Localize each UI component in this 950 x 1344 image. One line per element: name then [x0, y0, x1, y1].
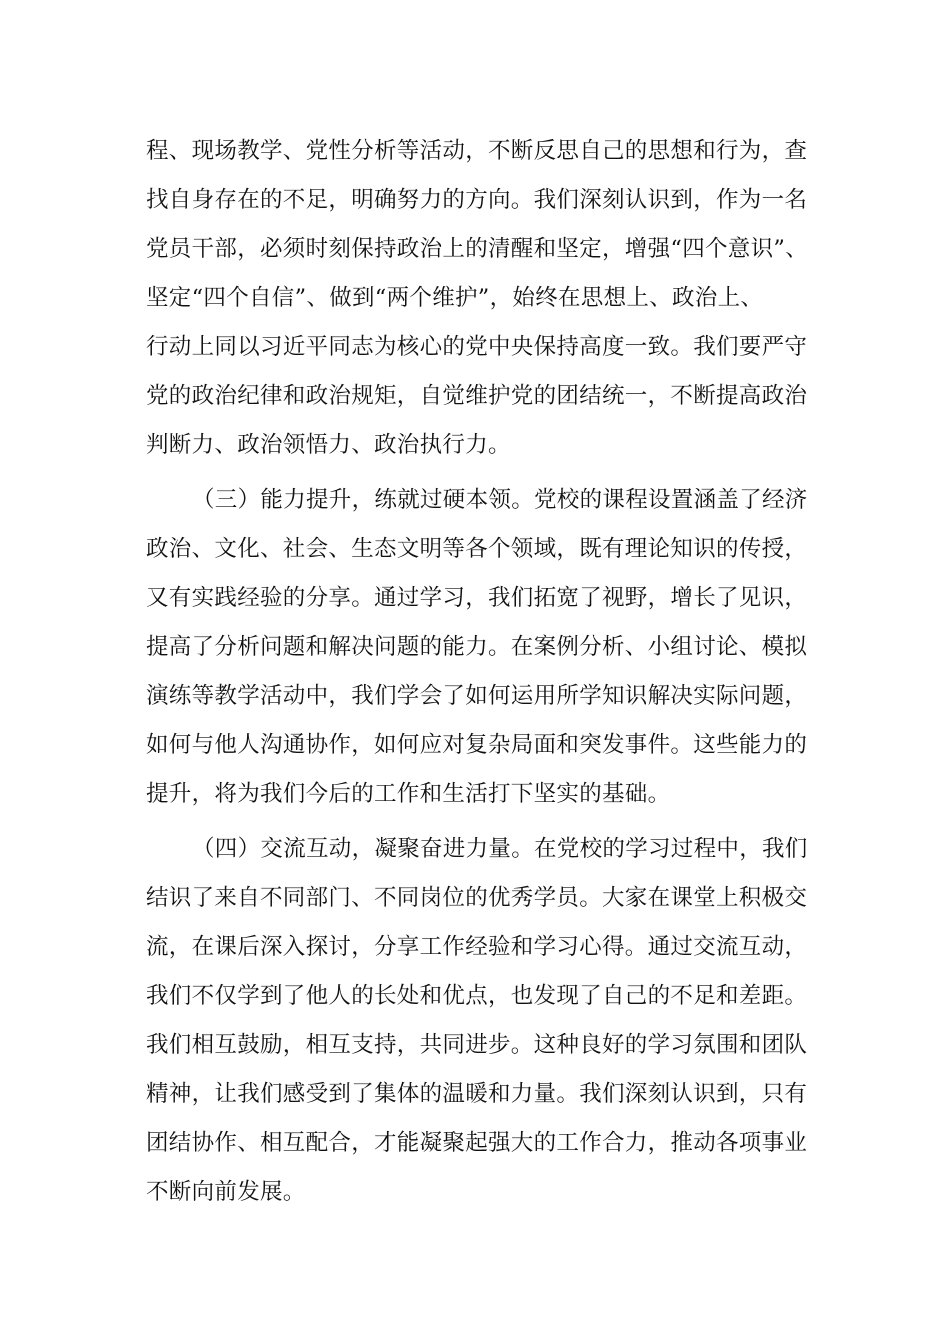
text-line: 坚定“四个自信”、做到“两个维护”，始终在思想上、政治上、 — [146, 285, 764, 311]
text-line: 流，在课后深入探讨，分享工作经验和学习心得。通过交流互动， — [146, 934, 808, 960]
text-line: 精神，让我们感受到了集体的温暖和力量。我们深刻认识到，只有 — [146, 1081, 808, 1107]
text-line: 党员干部，必须时刻保持政治上的清醒和坚定，增强“四个意识”、 — [146, 236, 809, 262]
text-line: 如何与他人沟通协作，如何应对复杂局面和突发事件。这些能力的 — [146, 732, 808, 758]
text-line: 演练等教学活动中，我们学会了如何运用所学知识解决实际问题， — [146, 683, 808, 709]
text-line: 结识了来自不同部门、不同岗位的优秀学员。大家在课堂上积极交 — [146, 885, 808, 911]
text-line: 判断力、政治领悟力、政治执行力。 — [146, 432, 511, 458]
text-line: 程、现场教学、党性分析等活动，不断反思自己的思想和行为，查 — [146, 138, 808, 164]
text-line: 不断向前发展。 — [146, 1179, 306, 1205]
text-line: 提升，将为我们今后的工作和生活打下坚实的基础。 — [146, 781, 671, 807]
section-heading-line: （四）交流互动，凝聚奋进力量。在党校的学习过程中，我们 — [192, 836, 808, 862]
text-line: 行动上同以习近平同志为核心的党中央保持高度一致。我们要严守 — [146, 334, 808, 360]
text-line: 我们不仅学到了他人的长处和优点，也发现了自己的不足和差距。 — [146, 983, 808, 1009]
text-line: 我们相互鼓励，相互支持，共同进步。这种良好的学习氛围和团队 — [146, 1032, 808, 1058]
text-line: 团结协作、相互配合，才能凝聚起强大的工作合力，推动各项事业 — [146, 1130, 808, 1156]
text-line: 政治、文化、社会、生态文明等各个领域，既有理论知识的传授， — [146, 536, 808, 562]
text-line: 提高了分析问题和解决问题的能力。在案例分析、小组讨论、模拟 — [146, 634, 808, 660]
text-line: 找自身存在的不足，明确努力的方向。我们深刻认识到，作为一名 — [146, 187, 808, 213]
text-line: 又有实践经验的分享。通过学习，我们拓宽了视野，增长了见识， — [146, 585, 808, 611]
text-line: 党的政治纪律和政治规矩，自觉维护党的团结统一，不断提高政治 — [146, 383, 808, 409]
section-heading-line: （三）能力提升，练就过硬本领。党校的课程设置涵盖了经济 — [192, 487, 808, 513]
